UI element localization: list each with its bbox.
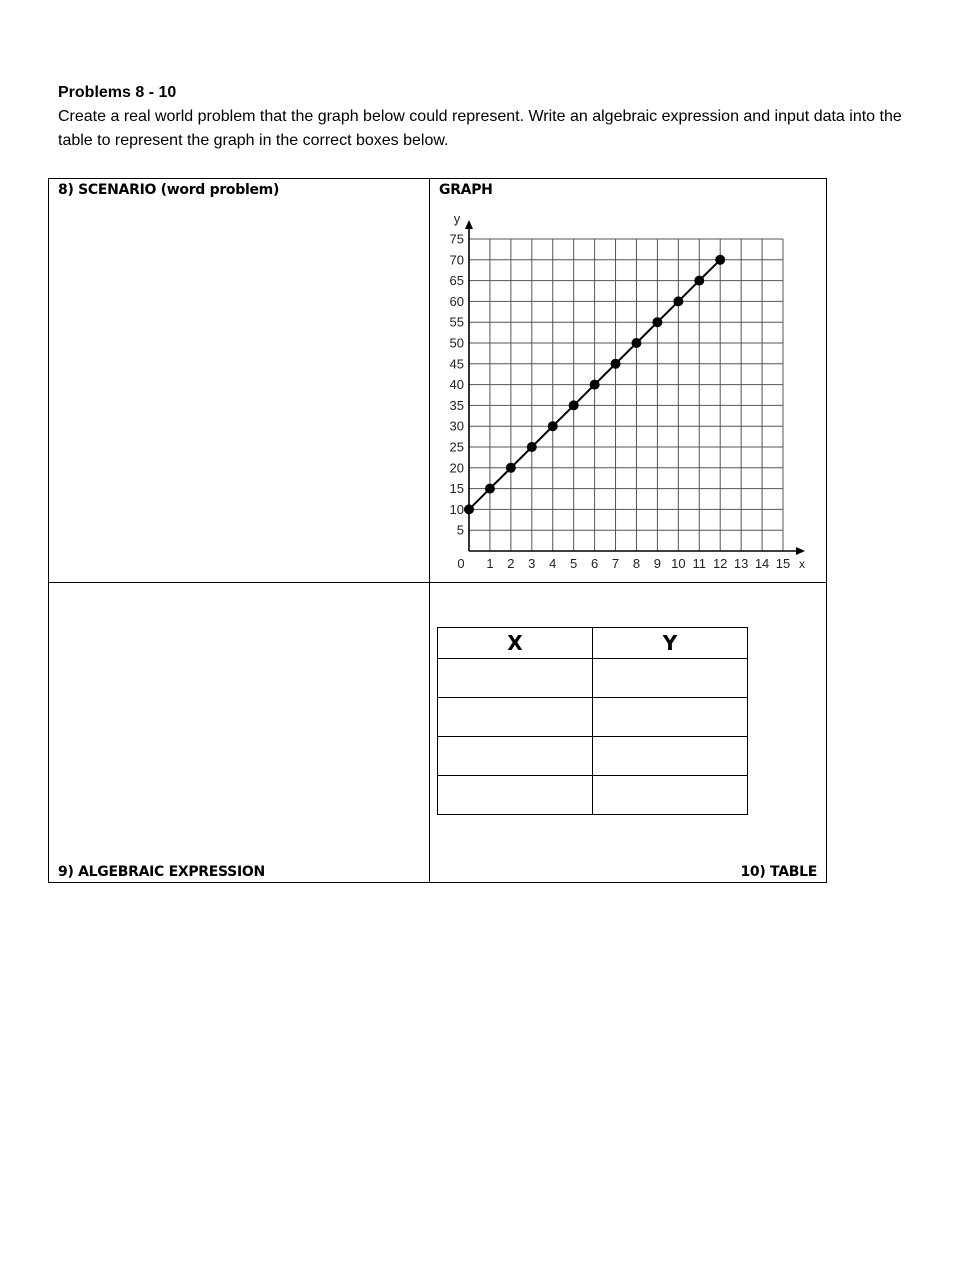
table-row: [438, 659, 748, 698]
y-tick-label: 60: [449, 293, 464, 309]
xy-table: [437, 627, 748, 815]
data-point: [548, 421, 558, 431]
x-tick-label: 12: [712, 556, 728, 571]
x-tick-label: 0: [457, 556, 465, 571]
scenario-box[interactable]: [49, 179, 430, 583]
x-cell[interactable]: [438, 737, 593, 776]
data-point: [611, 359, 621, 369]
y-cell[interactable]: [593, 659, 748, 698]
expression-box[interactable]: [49, 583, 430, 883]
x-tick-label: 2: [507, 556, 515, 571]
y-tick-label: 25: [449, 439, 464, 455]
y-tick-label: 5: [456, 522, 464, 538]
y-tick-label: 70: [449, 252, 464, 268]
xy-table-header-row: [438, 628, 748, 659]
y-tick-label: 40: [449, 377, 464, 393]
y-axis-arrow: [465, 220, 473, 229]
x-cell[interactable]: [438, 776, 593, 815]
y-tick-label: 55: [449, 314, 464, 330]
x-tick-label: 11: [692, 556, 707, 571]
data-point: [694, 276, 704, 286]
x-column-header: X: [438, 628, 593, 659]
data-point: [464, 504, 474, 514]
data-point: [652, 317, 662, 327]
y-cell[interactable]: [593, 698, 748, 737]
y-tick-label: 45: [449, 356, 464, 372]
x-tick-label: 13: [733, 556, 749, 571]
problems-heading: Problems 8 - 10: [58, 84, 177, 101]
y-cell[interactable]: [593, 737, 748, 776]
y-tick-label: 50: [449, 335, 464, 351]
x-axis-label: x: [799, 557, 805, 571]
scenario-label: 8) SCENARIO (word problem): [58, 182, 280, 198]
x-cell[interactable]: [438, 698, 593, 737]
x-tick-label: 3: [528, 556, 536, 571]
data-point: [485, 484, 495, 494]
table-label: 10) TABLE: [740, 864, 817, 880]
data-point: [673, 296, 683, 306]
y-tick-label: 10: [449, 501, 464, 517]
y-column-header: Y: [593, 628, 748, 659]
data-point: [715, 255, 725, 265]
data-point: [590, 380, 600, 390]
x-tick-label: 1: [486, 556, 494, 571]
graph-label: GRAPH: [439, 182, 493, 198]
x-axis-arrow: [796, 547, 805, 555]
worksheet-grid: [48, 178, 827, 883]
graph-box: [430, 179, 827, 583]
x-tick-label: 9: [653, 556, 662, 571]
table-row: [438, 737, 748, 776]
x-tick-label: 14: [754, 556, 770, 571]
x-tick-label: 5: [570, 556, 578, 571]
y-tick-label: 65: [449, 273, 464, 289]
table-box: [430, 583, 827, 883]
data-point: [631, 338, 641, 348]
x-tick-label: 6: [590, 556, 599, 571]
x-tick-label: 15: [775, 556, 791, 571]
x-tick-label: 4: [549, 556, 557, 571]
table-row: [438, 698, 748, 737]
x-tick-label: 7: [611, 556, 620, 571]
x-tick-label: 8: [632, 556, 641, 571]
y-tick-label: 15: [449, 481, 464, 497]
y-tick-label: 75: [449, 231, 464, 247]
y-axis-label: y: [453, 211, 461, 226]
x-cell[interactable]: [438, 659, 593, 698]
y-cell[interactable]: [593, 776, 748, 815]
table-row: [438, 776, 748, 815]
line-graph: [430, 179, 826, 583]
data-point: [506, 463, 516, 473]
data-point: [569, 400, 579, 410]
y-tick-label: 20: [449, 460, 464, 476]
y-tick-label: 30: [449, 418, 464, 434]
y-tick-label: 35: [449, 397, 464, 413]
instructions-text: Create a real world problem that the graph below could represent. Write an algebraic expression and input data into the table to represent the graph in the correct boxes below.: [58, 108, 902, 149]
data-point: [527, 442, 537, 452]
x-tick-label: 10: [671, 556, 686, 571]
expression-label: 9) ALGEBRAIC EXPRESSION: [58, 864, 265, 880]
